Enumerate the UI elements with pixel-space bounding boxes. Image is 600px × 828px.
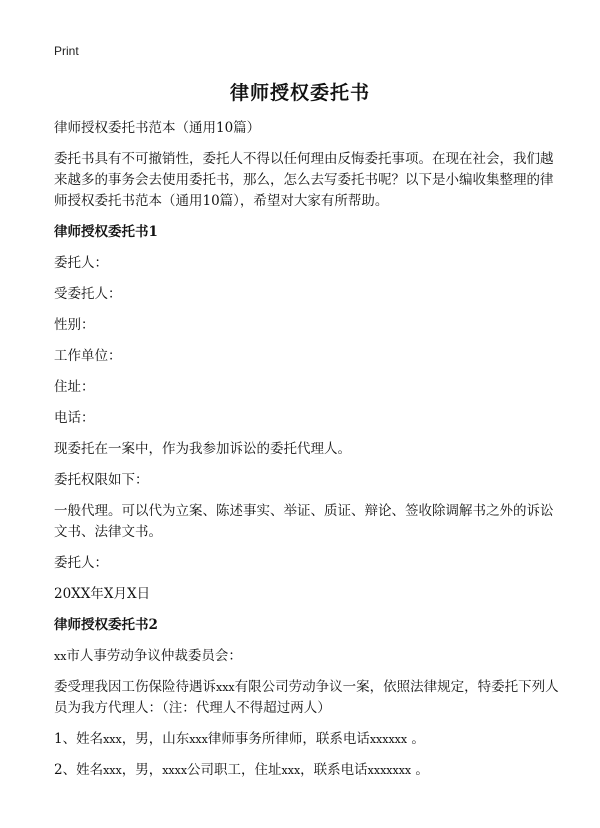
body-part-a: 委受理我因工伤保险待遇诉: [54, 679, 216, 695]
authority-text: 一般代理。可以代为立案、陈述事实、举证、质证、辩论、签收除调解书之外的诉讼文书、法律文书。: [54, 503, 554, 540]
field-agent: 受委托人：: [54, 286, 122, 302]
field-employer: 工作单位：: [54, 348, 122, 364]
section-1-heading: 律师授权委托书1: [54, 224, 158, 240]
agent-2-part-c: 公司职工，住址: [187, 762, 282, 778]
subtitle: 律师授权委托书范本（通用10篇）: [54, 120, 261, 136]
addressee-prefix: xx: [54, 650, 67, 663]
agent-1-firm: xxx: [189, 733, 208, 746]
document-title: 律师授权委托书: [229, 82, 370, 104]
print-link[interactable]: Print: [54, 44, 79, 58]
agent-2-part-a: 2、姓名: [54, 762, 104, 778]
agent-1-part-d: 。: [407, 731, 425, 747]
agent-2: [54, 760, 559, 781]
body-part-b: 有限公司劳动争议一案，依照法律规定，特委托下列人员为我方代理人：（注：代理人不得超过两人）: [54, 679, 559, 716]
addressee-text: 市人事劳动争议仲裁委员会：: [66, 648, 242, 664]
agent-1-name: xxx: [103, 733, 122, 746]
section-2-body: [54, 677, 559, 719]
agent-2-name: xxx: [103, 764, 122, 777]
agent-2-address: xxx: [281, 764, 301, 777]
agent-1-part-b: ，男，山东: [121, 731, 190, 747]
signing-date: 20XX年X月X日: [54, 586, 151, 602]
section-1-statement: 现委托在一案中，作为我参加诉讼的委托代理人。: [54, 441, 351, 457]
agent-2-part-e: 。: [411, 762, 429, 778]
field-principal: 委托人：: [54, 255, 108, 271]
authority-label: 委托权限如下：: [54, 472, 149, 488]
signer-label: 委托人：: [54, 555, 108, 571]
intro-paragraph: 委托书具有不可撤销性，委托人不得以任何理由反悔委托事项。在现在社会，我们越来越多的事务会去使用委托书，那么，怎么去写委托书呢？以下是小编收集整理的律师授权委托书范本（通用10篇），希望对大家有所帮助。: [54, 151, 554, 209]
agent-2-part-b: ，男，: [121, 762, 163, 778]
agent-1-part-a: 1、姓名: [54, 731, 104, 747]
agent-1-phone: xxxxxx: [369, 733, 408, 746]
addressee: [54, 646, 559, 667]
agent-2-phone: xxxxxxx: [367, 764, 412, 777]
agent-1-part-c: 律师事务所律师，联系电话: [207, 731, 370, 747]
body-placeholder: xxx: [216, 681, 235, 694]
section-2-heading: 律师授权委托书2: [54, 617, 158, 633]
agent-1: [54, 729, 559, 750]
field-address: 住址：: [54, 379, 95, 395]
field-gender: 性别：: [54, 317, 95, 333]
agent-2-part-d: ，联系电话: [300, 762, 368, 778]
document-body: [54, 118, 559, 791]
agent-2-company: xxxx: [162, 764, 188, 777]
field-phone: 电话：: [54, 410, 95, 426]
